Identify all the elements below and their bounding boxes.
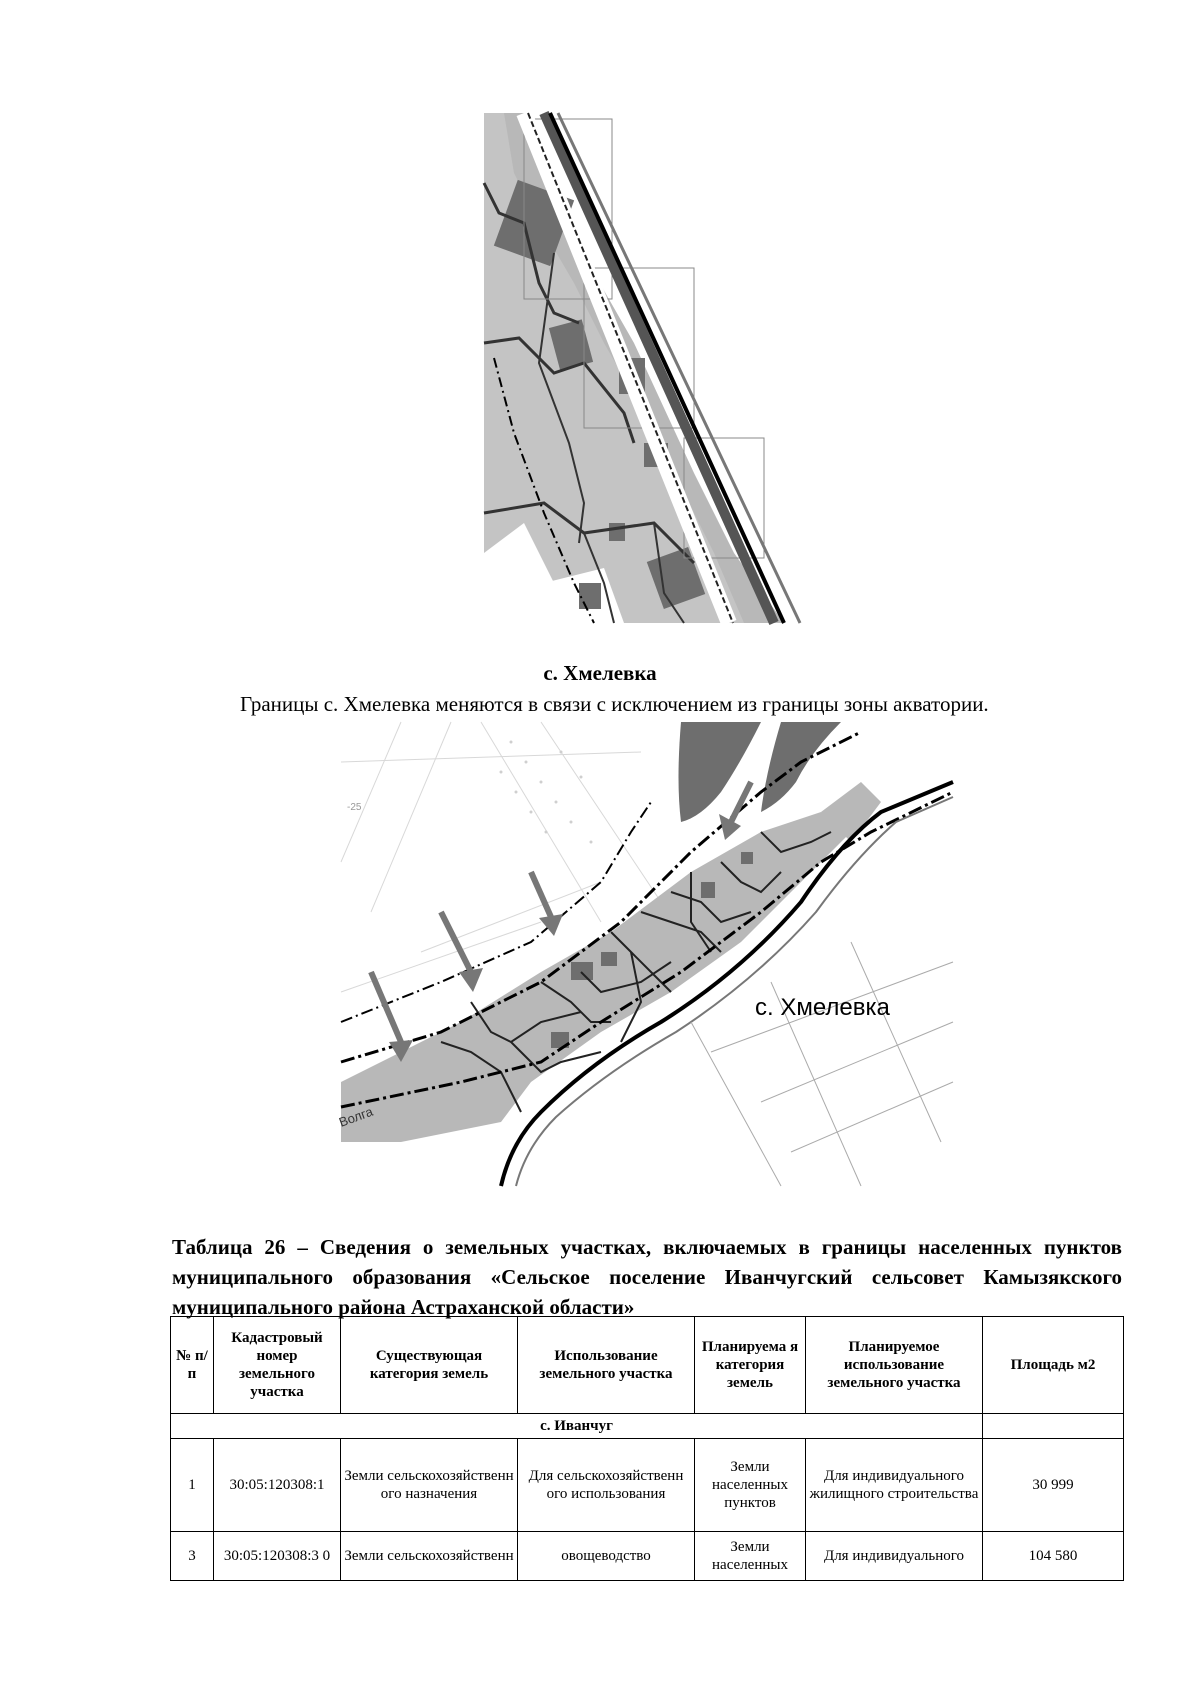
header-number: № п/п (171, 1317, 214, 1414)
header-existing-category: Существующая категория земель (341, 1317, 518, 1414)
cell-planned-category: Земли населенных пунктов (695, 1439, 806, 1532)
group-empty-cell (983, 1414, 1124, 1439)
contour-label: -25 (347, 802, 362, 813)
upper-map-image (484, 113, 812, 623)
cell-number: 1 (171, 1439, 214, 1532)
header-cadastral-number: Кадастровый номер земельного участка (214, 1317, 341, 1414)
cell-existing-category: Земли сельскохозяйственн (341, 1532, 518, 1581)
header-land-use: Использование земельного участка (518, 1317, 695, 1414)
table-caption: Таблица 26 – Сведения о земельных участках, включаемых в границы населенных пунктов муниципального образования «Сельское поселение Иванчугский сельсовет Камызякского муниципального района Астраханской области» (172, 1235, 1122, 1319)
cell-land-use: Для сельскохозяйственн ого использования (518, 1439, 695, 1532)
cell-planned-use: Для индивидуального жилищного строительства (806, 1439, 983, 1532)
group-label: с. Иванчуг (171, 1414, 983, 1439)
cell-land-use: овощеводство (518, 1532, 695, 1581)
cell-planned-use: Для индивидуального (806, 1532, 983, 1581)
map-caption: с. Хмелевка (543, 661, 657, 685)
header-planned-category: Планируема я категория земель (695, 1317, 806, 1414)
table-row (171, 1532, 1124, 1581)
settlement-label: с. Хмелевка (755, 994, 890, 1021)
cell-area: 30 999 (983, 1439, 1124, 1532)
header-planned-use: Планируемое использование земельного участка (806, 1317, 983, 1414)
lower-map-image (336, 722, 953, 1186)
cell-existing-category: Земли сельскохозяйственн ого назначения (341, 1439, 518, 1532)
cell-planned-category: Земли населенных (695, 1532, 806, 1581)
table-row (171, 1439, 1124, 1532)
header-area: Площадь м2 (983, 1317, 1124, 1414)
cell-cadastral-number: 30:05:120308:1 (214, 1439, 341, 1532)
river-label: Волга (336, 1103, 375, 1130)
cell-cadastral-number: 30:05:120308:3 0 (214, 1532, 341, 1581)
cell-area: 104 580 (983, 1532, 1124, 1581)
land-parcels-table (170, 1316, 1124, 1581)
table-header-row (171, 1317, 1124, 1414)
map-description: Границы с. Хмелевка меняются в связи с исключением из границы зоны акватории. (240, 692, 989, 716)
table-group-row (171, 1414, 1124, 1439)
cell-number: 3 (171, 1532, 214, 1581)
